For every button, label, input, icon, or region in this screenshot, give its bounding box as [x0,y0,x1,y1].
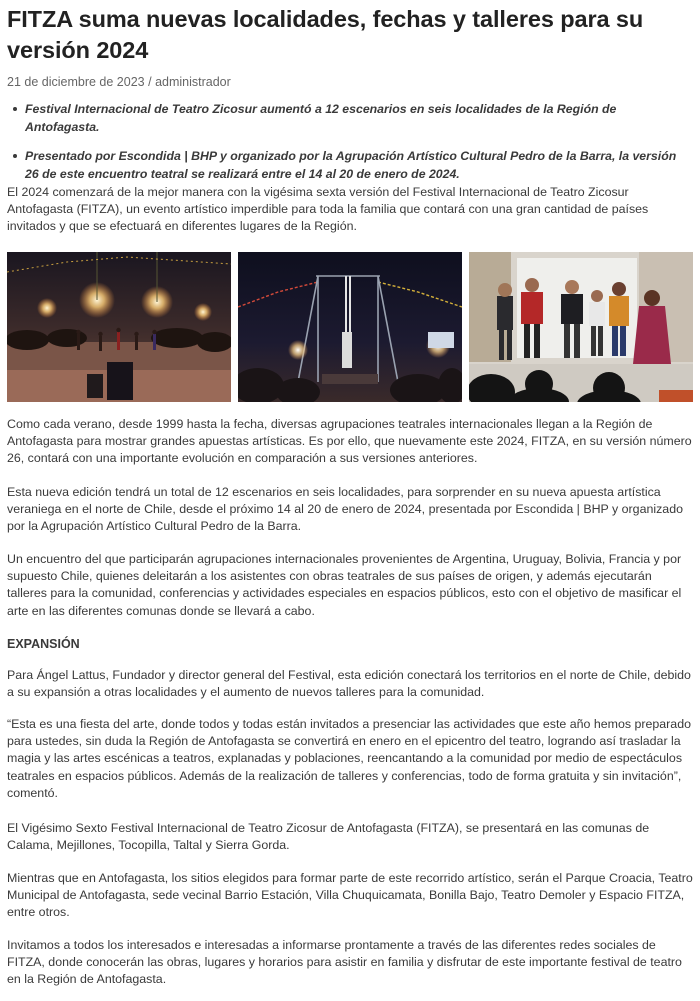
body-paragraph: Para Ángel Lattus, Fundador y director general del Festival, esta edición conectará los territorios en el norte de Chile, debido a su expansión a otras localidades y el aumento de nuevos talleres para la comunidad. [7,668,691,700]
body-paragraph: Un encuentro del que participarán agrupaciones internacionales provenientes de Argentina, Uruguay, Bolivia, Francia y por supuesto Chile, quienes deleitarán a los asistentes con obras teatrales de sus países de origen, y además ejecutarán talleres para la comunidad, conferencias y actividades especiales en espacios públicos, esto con el objetivo de masificar el arte en las diferentes comunas donde se llevará a cabo. [7,552,682,618]
body-paragraph: Mientras que en Antofagasta, los sitios elegidos para formar parte de este recorrido artístico, serán el Parque Croacia, Teatro Municipal de Antofagasta, sede vecinal Barrio Estación, Villa Chuquicamata, Bonilla Bajo, Teatro Demoler y Espacio FITZA, entre otros. [7,871,693,920]
highlights-list [0,100,693,194]
meta-separator: / [148,75,152,89]
body-paragraph: El Vigésimo Sexto Festival Internacional de Teatro Zicosur de Antofagasta (FITZA), se presentará en las comunas de Calama, Mejillones, Tocopilla, Taltal y Sierra Gorda. [7,821,650,853]
section-heading: EXPANSIÓN [7,637,80,651]
photo-aerial-performance[interactable] [238,252,462,402]
photo-indoor-group[interactable] [469,252,693,402]
body-paragraph: Esta nueva edición tendrá un total de 12 escenarios en seis localidades, para sorprender en su nueva apuesta artística veraniega en el norte de Chile, desde el próximo 14 al 20 de enero de 2024, presentada por Escondida | BHP y organizado por la Agrupación Artístico Cultural Pedro de la Barra. [7,485,683,534]
article-title: FITZA suma nuevas localidades, fechas y talleres para su versión 2024 [7,6,644,63]
post-meta [7,74,231,90]
highlight-item: Festival Internacional de Teatro Zicosur aumentó a 12 escenarios en seis localidades de la Región de Antofagasta. [0,100,693,136]
post-author-link[interactable]: administrador [155,75,231,89]
body-paragraph: Como cada verano, desde 1999 hasta la fecha, diversas agrupaciones teatrales internacionales llegan a la Región de Antofagasta para mostrar grandes apuestas artísticas. Es por ello, que nuevamente este 2024, FITZA, en su versión número 26, contará con una importante evolución en comparación a sus versiones anteriores. [7,417,692,466]
photo-crowd-night-show[interactable] [7,252,231,402]
crowd-night-show-image [7,252,231,402]
aerial-performance-image [238,252,462,402]
intro-paragraph: El 2024 comenzará de la mejor manera con la vigésima sexta versión del Festival Internacional de Teatro Zicosur Antofagasta (FITZA), un evento artístico imperdible para toda la familia que contará con una gran cantidad de países invitados y que se efectuará en diferentes lugares de la Región. [7,185,649,234]
highlight-item: Presentado por Escondida | BHP y organizado por la Agrupación Artístico Cultural Pedro de la Barra, la versión 26 de este encuentro teatral se realizará entre el 14 al 20 de enero de 2024. [0,147,693,183]
quote-paragraph: “Esta es una fiesta del arte, donde todos y todas están invitados a presenciar las actividades que este año hemos preparado para ustedes, sin duda la Región de Antofagasta se convertirá en enero en el epicentro del teatro, logrando así trasladar la magia y las artes escénicas a teatros, explanadas y poblaciones, reencantando a la comunidad por medio de espectáculos teatrales en espacios públicos. Además de la realización de talleres y conferencias, todo de forma gratuita y sin invitación”, comentó. [7,717,691,800]
body-paragraph: Invitamos a todos los interesados e interesadas a informarse prontamente a través de las diferentes redes sociales de FITZA, donde conocerán las obras, lugares y horarios para asistir en familia y disfrutar de este importante festival de teatro en la Región de Antofagasta. [7,938,682,987]
indoor-group-image [469,252,693,402]
post-date-link[interactable]: 21 de diciembre de 2023 [7,75,145,89]
